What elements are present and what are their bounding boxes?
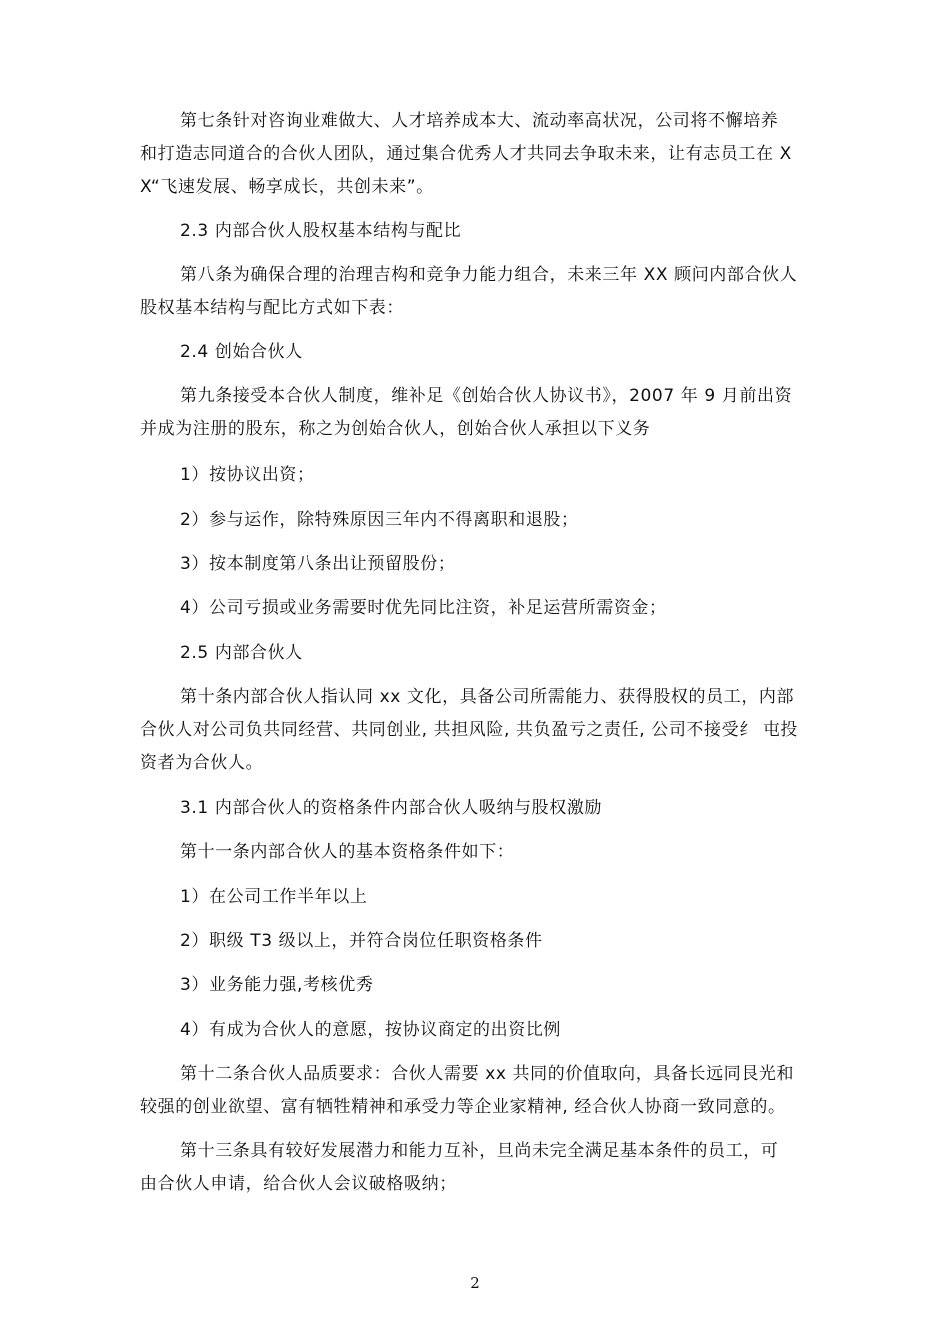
text-line: 第十一条内部合伙人的基本资格条件如下：: [180, 842, 515, 862]
list-item: 4）公司亏损或业务需要时优先同比注资，补足运营所需资金；: [180, 598, 667, 618]
text-line: 合伙人对公司负共同经营、共同创业, 共担风险, 共负盈亏之责任, 公司不接受纟 屯投: [140, 720, 799, 740]
text-line: 资者为合伙人。: [140, 753, 264, 773]
text-line: 和打造志同道合的合伙人团队，通过集合优秀人才共同去争取未来，让有志员工在 X: [140, 144, 792, 164]
list-item: 1）在公司工作半年以上: [180, 887, 368, 907]
list-item: 3）按本制度第八条出让预留股份；: [180, 554, 456, 574]
text-line: 第十二条合伙人品质要求：合伙人需要 xx 共同的价值取向，具备长远同艮光和: [180, 1064, 795, 1084]
text-line: 第八条为确保合理的治理吉构和竞争力能力组合，未来三年 XX 顾问内部合伙人: [180, 265, 798, 285]
text-line: 第十条内部合伙人指认同 xx 文化，具备公司所需能力、获得股权的员工，内部: [180, 687, 795, 707]
list-item: 2）参与运作，除特殊原因三年内不得离职和退股；: [180, 510, 579, 530]
text-line: 较强的创业欲望、富有牺牲精神和承受力等企业家精神, 经合伙人协商一致同意的。: [140, 1097, 786, 1117]
section-heading: 2.4 创始合伙人: [180, 342, 303, 362]
section-heading: 3.1 内部合伙人的资格条件内部合伙人吸纳与股权激励: [180, 798, 603, 818]
list-item: 3）业务能力强,考核优秀: [180, 975, 374, 995]
list-item: 2）职级 T3 级以上，并符合岗位任职资格条件: [180, 931, 543, 951]
text-line: X“飞速发展、畅享成长，共创未来”。: [140, 177, 434, 197]
page-number: 2: [470, 1274, 480, 1292]
list-item: 1）按协议出资；: [180, 465, 315, 485]
text-line: 第十三条具有较好发展潜力和能力互补，旦尚未完全满足基本条件的员工，可: [180, 1141, 779, 1161]
text-line: 由合伙人申请，给合伙人会议破格吸纳；: [140, 1174, 457, 1194]
list-item: 4）有成为合伙人的意愿，按协议商定的出资比例: [180, 1020, 562, 1040]
text-line: 并成为注册的股东，称之为创始合伙人，创始合伙人承担以下义务: [140, 419, 651, 439]
text-line: 第七条针对咨询业难做大、人才培养成本大、流动率高状况，公司将不懈培养: [180, 111, 779, 131]
text-line: 股权基本结构与配比方式如下表：: [140, 298, 404, 318]
text-line: 第九条接受本合伙人制度，维补足《创始合伙人协议书》，2007 年 9 月前出资: [180, 386, 793, 406]
section-heading: 2.3 内部合伙人股权基本结构与配比: [180, 221, 462, 241]
section-heading: 2.5 内部合伙人: [180, 643, 303, 663]
